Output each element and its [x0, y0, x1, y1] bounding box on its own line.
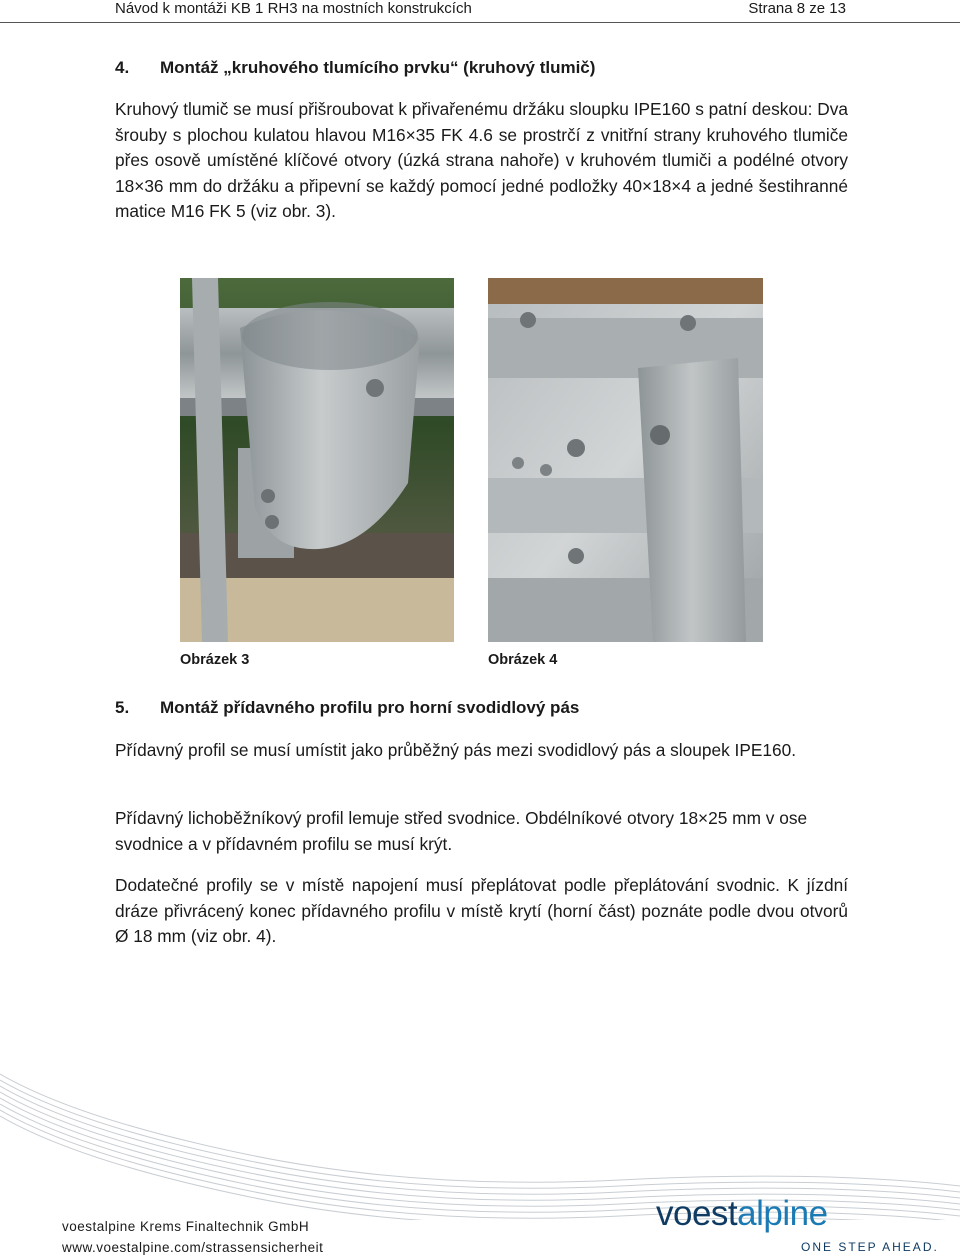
page-header — [0, 0, 960, 23]
figure-4-caption: Obrázek 4 — [488, 652, 558, 668]
logo-text-voest: voest — [656, 1194, 738, 1233]
figure-4-photo — [488, 278, 763, 642]
section-4-title: Montáž „kruhového tlumícího prvku“ (kruhový tlumič) — [160, 58, 596, 77]
section-5-paragraph-1: Přídavný profil se musí umístit jako průběžný pás mezi svodidlový pás a sloupek IPE160. — [115, 740, 797, 760]
section-4-paragraph: Kruhový tlumič se musí přišroubovat k přivařenému držáku sloupku IPE160 s patní deskou: Dva šrouby s plochou kulatou hlavou M16×35 FK 4.6 se prostrčí z vnitřní strany kruhového tlumiče přes osově umístěné klíčové otvory (úzká strana nahoře) v kruhovém tlumiči a podélné otvory 18×36 mm do držáku a připevní se každý pomocí jedné podložky 40×18×4 a jedné šestihranné matice M16 FK 5 (viz obr. 3). — [115, 99, 848, 221]
section-4-heading — [115, 58, 595, 78]
voestalpine-logo — [656, 1196, 828, 1231]
figure-3-photo — [180, 278, 454, 642]
document-title: Návod k montáži KB 1 RH3 na mostních konstrukcích — [115, 0, 472, 17]
section-4-number: 4. — [115, 58, 130, 77]
section-5-paragraph-2: Přídavný lichoběžníkový profil lemuje střed svodnice. Obdélníkové otvory 18×25 mm v ose svodnice a v přídavném profilu se musí krýt. — [115, 808, 808, 854]
page-number: Strana 8 ze 13 — [748, 0, 846, 17]
footer-slogan: ONE STEP AHEAD. — [801, 1240, 939, 1254]
figure-3-caption: Obrázek 3 — [180, 652, 250, 668]
footer-website: www.voestalpine.com/strassensicherheit — [62, 1240, 324, 1255]
footer-company-name: voestalpine Krems Finaltechnik GmbH — [62, 1219, 310, 1234]
section-5-number: 5. — [115, 698, 130, 717]
logo-text-alpine: alpine — [737, 1194, 828, 1233]
section-5-heading — [115, 698, 579, 718]
section-5-title: Montáž přídavného profilu pro horní svodidlový pás — [160, 698, 580, 717]
section-5-paragraph-3: Dodatečné profily se v místě napojení musí přeplátovat podle přeplátování svodnic. K jízdní dráze přivrácený konec přídavného profilu v místě krytí (horní část) poznáte podle dvou otvorů Ø 18 mm (viz obr. 4). — [115, 875, 848, 946]
